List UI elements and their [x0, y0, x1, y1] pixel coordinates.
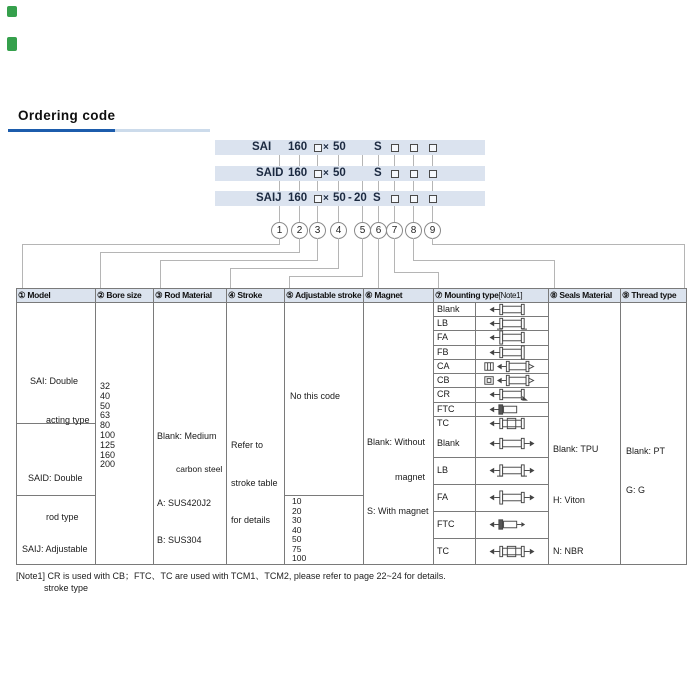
callout-circle-1: 1: [271, 222, 288, 239]
callout-circle-2: 2: [291, 222, 308, 239]
connector-line: [279, 206, 280, 222]
connector-line: [378, 181, 379, 191]
mounting-icon-cell: [476, 330, 547, 345]
mounting-icon-cell: [476, 373, 547, 387]
connector-line: [432, 206, 433, 222]
bore-size-value: 63: [100, 410, 111, 421]
mounting-icon-cell: [476, 402, 547, 416]
code-placeholder-square: [410, 144, 418, 152]
column-header-rod-material: [155, 289, 225, 302]
connector-line: [299, 181, 300, 191]
code-segment: ×: [323, 168, 329, 179]
code-segment: S: [374, 141, 382, 153]
mounting-icon-cell: [476, 302, 547, 316]
model-saij-line2: stroke type: [44, 583, 89, 593]
model-said-line1: SAID: Double: [28, 473, 83, 483]
mount-cr-icon: [482, 387, 542, 402]
column-header-seals-material: [550, 289, 619, 302]
magnet-cell: [367, 414, 429, 541]
magnet-line1: Blank: Without: [367, 437, 426, 447]
mount-double-lb-icon: [482, 463, 542, 478]
connector-line: [230, 268, 339, 269]
connector-line: [362, 238, 363, 277]
connector-line: [100, 252, 101, 288]
code-placeholder-square: [429, 144, 437, 152]
code-segment: 50: [333, 167, 346, 179]
mounting-icon-cell: [476, 416, 547, 430]
connector-line: [279, 155, 280, 166]
code-segment: 160: [288, 141, 308, 153]
mounting-code-fb: FB: [437, 347, 449, 357]
rod-material-line1: Blank: Medium: [157, 431, 217, 441]
adjustable-stroke-value: 50: [292, 534, 302, 544]
code-segment: 160: [288, 192, 308, 204]
connector-line: [432, 155, 433, 166]
mount-ftc-icon: [482, 402, 542, 417]
mounting-icon-cell: [476, 345, 547, 359]
mounting-code-cb: CB: [437, 375, 450, 385]
code-segment: SAI: [252, 141, 272, 153]
callout-circle-5: 5: [354, 222, 371, 239]
mounting-code-blank: Blank: [437, 304, 460, 314]
column-header-label: ⑧ Seals Material: [550, 290, 612, 300]
mounting-icon-cell: [476, 511, 547, 538]
mounting-code-tc: TC: [437, 546, 449, 556]
mounting-code-ftc: FTC: [437, 404, 455, 414]
code-placeholder-square: [410, 195, 418, 203]
code-placeholder-square: [314, 170, 322, 178]
code-placeholder-square: [429, 195, 437, 203]
thread-line1: Blank: PT: [626, 446, 666, 456]
code-segment: SAIJ: [256, 192, 282, 204]
connector-line: [338, 155, 339, 166]
column-header-note: [Note1]: [498, 291, 523, 300]
stroke-line2: stroke table: [231, 477, 278, 488]
ordering-code-row-3: [215, 191, 485, 206]
bore-size-value: 200: [100, 459, 116, 470]
mounting-code-tc: TC: [437, 418, 449, 428]
green-decoration-icon-bottom: [7, 37, 17, 51]
connector-line: [394, 272, 439, 273]
mounting-icon-cell: [476, 430, 547, 457]
connector-line: [432, 244, 685, 245]
connector-line: [413, 260, 555, 261]
model-said-line2: rod type: [46, 512, 79, 522]
callout-circle-4: 4: [330, 222, 347, 239]
code-placeholder-square: [314, 195, 322, 203]
thread-type-cell: [626, 419, 665, 523]
connector-line: [438, 272, 439, 288]
connector-line: [160, 260, 161, 288]
rod-material-line2: carbon steel: [176, 464, 223, 474]
connector-line: [394, 238, 395, 273]
rod-material-cell: [157, 409, 222, 568]
mount-basic-icon: [482, 302, 542, 317]
adjustable-stroke-value: 20: [292, 505, 302, 516]
code-placeholder-square: [314, 144, 322, 152]
thread-line2: G: G: [626, 485, 646, 495]
connector-line: [338, 238, 339, 269]
connector-line: [554, 260, 555, 288]
callout-circle-9: 9: [424, 222, 441, 239]
column-header-label: ⑨ Thread type: [622, 290, 677, 300]
table-grid-line: [153, 288, 154, 565]
connector-line: [413, 206, 414, 222]
callout-circle-3: 3: [309, 222, 326, 239]
column-header-label: ③ Rod Material: [155, 290, 212, 300]
model-saij-line1: SAIJ: Adjustable: [22, 544, 88, 554]
mounting-icon-cell: [476, 457, 547, 484]
bore-size-value: 50: [100, 400, 111, 411]
column-header-stroke: [228, 289, 283, 302]
column-header-label: ① Model: [18, 290, 51, 300]
rod-material-line3: A: SUS420J2: [157, 498, 212, 508]
column-header-model: [18, 289, 94, 302]
connector-line: [413, 181, 414, 191]
mount-ca-icon: [482, 359, 542, 374]
code-segment: S: [373, 192, 381, 204]
bore-size-value: 125: [100, 439, 116, 450]
connector-line: [299, 155, 300, 166]
code-segment: SAID: [256, 167, 284, 179]
mounting-code-lb: LB: [437, 318, 449, 328]
connector-line: [230, 268, 231, 288]
column-header-label: ⑤ Adjustable stroke: [286, 290, 362, 300]
table-grid-line: [548, 288, 549, 565]
mounting-code-blank: Blank: [437, 438, 460, 448]
code-segment: ×: [323, 142, 329, 153]
column-header-mounting-type: [435, 289, 547, 302]
code-placeholder-square: [429, 170, 437, 178]
mount-fa-icon: [482, 330, 542, 345]
adjustable-stroke-list: [292, 497, 306, 564]
mounting-code-cr: CR: [437, 389, 450, 399]
rod-material-line4: B: SUS304: [157, 535, 202, 545]
bore-size-value: 80: [100, 420, 111, 431]
column-header-label: ④ Stroke: [228, 290, 263, 300]
connector-line: [362, 155, 363, 166]
mounting-icon-cell: [476, 387, 547, 402]
connector-line: [378, 238, 379, 288]
adjustable-stroke-value: 40: [292, 524, 302, 535]
magnet-line3: S: With magnet: [367, 506, 429, 516]
model-cell-sai: [30, 349, 90, 453]
column-header-label: ⑦ Mounting type: [435, 290, 499, 300]
mount-tc-icon: [482, 416, 542, 431]
column-header-adjustable-stroke: [286, 289, 362, 302]
connector-line: [378, 206, 379, 222]
model-sai-line2: acting type: [46, 415, 90, 425]
mounting-code-lb: LB: [437, 465, 449, 475]
connector-line: [338, 206, 339, 222]
column-header-thread-type: [622, 289, 686, 302]
ordering-code-row-1: [215, 140, 485, 155]
connector-line: [394, 155, 395, 166]
stroke-line3: for details: [231, 515, 271, 525]
table-grid-line: [363, 288, 364, 565]
mounting-icon-cell: [476, 538, 547, 565]
magnet-line2: magnet: [395, 471, 426, 482]
connector-line: [317, 155, 318, 166]
adjustable-stroke-value: 100: [292, 553, 307, 563]
code-segment: 50: [333, 192, 346, 204]
stroke-line1: Refer to: [231, 440, 264, 450]
code-segment: -: [348, 192, 352, 204]
ordering-code-row-2: [215, 166, 485, 181]
callout-circle-7: 7: [386, 222, 403, 239]
title-underline-dark: [8, 129, 115, 132]
code-segment: S: [374, 167, 382, 179]
bore-size-value: 160: [100, 449, 116, 460]
code-placeholder-square: [391, 195, 399, 203]
connector-line: [317, 238, 318, 261]
mounting-code-fa: FA: [437, 492, 449, 502]
connector-line: [22, 244, 23, 288]
column-header-label: ⑥ Magnet: [365, 290, 403, 300]
callout-circle-8: 8: [405, 222, 422, 239]
connector-line: [289, 276, 290, 288]
connector-line: [160, 260, 318, 261]
seals-material-cell: [553, 407, 598, 594]
connector-line: [299, 206, 300, 222]
mounting-icon-cell: [476, 316, 547, 330]
table-grid-line: [284, 288, 285, 565]
seals-line2: H: Viton: [553, 495, 585, 505]
adjustable-stroke-value: 75: [292, 543, 302, 554]
connector-line: [289, 276, 363, 277]
connector-line: [378, 155, 379, 166]
footnote: [Note1] CR is used with CB；FTC、TC are used with TCM1、TCM2, please refer to page 22~24 for details.: [16, 571, 446, 581]
mount-double-basic-icon: [482, 436, 542, 451]
bore-size-value: 32: [100, 381, 111, 391]
connector-line: [338, 181, 339, 191]
adjustable-stroke-none: No this code: [290, 391, 341, 401]
connector-line: [317, 206, 318, 222]
column-header-bore-size: [97, 289, 152, 302]
connector-line: [22, 244, 280, 245]
mount-lb-icon: [482, 316, 542, 331]
connector-line: [100, 252, 300, 253]
connector-line: [432, 181, 433, 191]
code-segment: ×: [323, 193, 329, 204]
connector-line: [317, 181, 318, 191]
mounting-icon-cell: [476, 484, 547, 511]
mounting-code-fa: FA: [437, 332, 449, 342]
mount-double-ftc-icon: [482, 517, 542, 532]
column-header-magnet: [365, 289, 432, 302]
adjustable-stroke-value: 30: [292, 515, 302, 525]
stroke-cell: [231, 414, 278, 552]
column-header-label: ② Bore size: [97, 290, 142, 300]
code-segment: 50: [333, 141, 346, 153]
code-placeholder-square: [410, 170, 418, 178]
page-title: Ordering code: [18, 108, 116, 123]
seals-line1: Blank: TPU: [553, 444, 599, 454]
adjustable-stroke-value: 10: [292, 496, 302, 506]
table-grid-line: [95, 288, 96, 565]
model-sai-line1: SAI: Double: [30, 376, 79, 386]
connector-line: [394, 181, 395, 191]
table-grid-line: [620, 288, 621, 565]
connector-line: [413, 155, 414, 166]
mounting-icon-cell: [476, 359, 547, 373]
connector-line: [299, 238, 300, 253]
table-grid-line: [16, 302, 687, 303]
code-placeholder-square: [391, 170, 399, 178]
mount-double-fa-icon: [482, 490, 542, 505]
connector-line: [279, 181, 280, 191]
connector-line: [362, 206, 363, 222]
mounting-code-ca: CA: [437, 361, 450, 371]
mount-double-tc-icon: [482, 544, 542, 559]
bore-size-value: 40: [100, 390, 111, 401]
connector-line: [684, 244, 685, 288]
callout-circle-6: 6: [370, 222, 387, 239]
seals-line3: N: NBR: [553, 546, 584, 556]
connector-line: [394, 206, 395, 222]
code-segment: 20: [354, 192, 367, 204]
title-underline-light: [115, 129, 210, 132]
bore-size-list: [100, 382, 115, 470]
code-segment: 160: [288, 167, 308, 179]
table-grid-line: [226, 288, 227, 565]
mount-cb-icon: [482, 373, 542, 388]
code-placeholder-square: [391, 144, 399, 152]
bore-size-value: 100: [100, 429, 116, 440]
green-decoration-icon-top: [7, 6, 17, 17]
connector-line: [362, 181, 363, 191]
mounting-code-ftc: FTC: [437, 519, 455, 529]
mount-fb-icon: [482, 345, 542, 360]
connector-line: [413, 238, 414, 261]
